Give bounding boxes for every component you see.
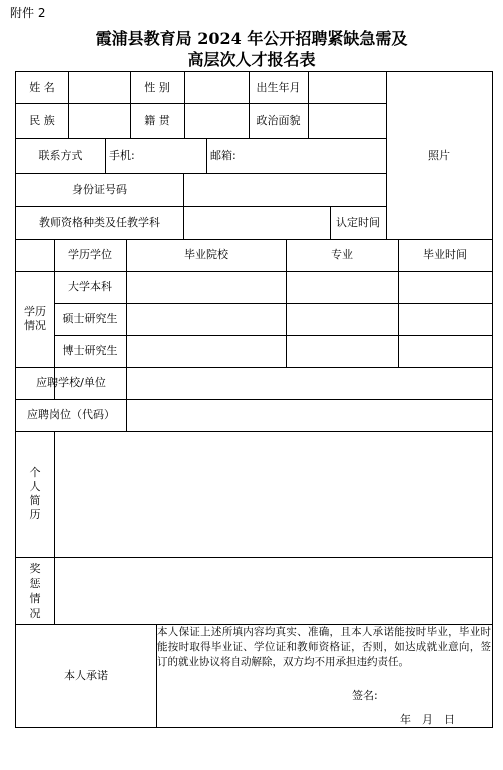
row-master: 硕士研究生 xyxy=(62,312,118,325)
row-doctor: 博士研究生 xyxy=(62,344,118,357)
grid-line xyxy=(126,367,127,431)
pledge-text: 本人保证上述所填内容均真实、准确，且本人承诺能按时毕业，毕业时能按时取得毕业证、学位证和教师资格证，否则，如达成就业意向，签订的就业协议将自动解除，双方均不用承担违约责任。 xyxy=(157,626,491,668)
row-bachelor: 大学本科 xyxy=(68,280,112,293)
grid-line xyxy=(16,431,492,432)
col-degree: 学历学位 xyxy=(68,248,112,261)
label-apply-school: 应聘学校/单位 xyxy=(36,376,106,389)
grid-line xyxy=(184,72,185,138)
grid-line xyxy=(308,72,309,138)
label-gender: 性 别 xyxy=(144,80,170,94)
label-pledge: 本人承诺 xyxy=(64,668,108,682)
label-id-number: 身份证号码 xyxy=(72,182,127,196)
label-apply-post: 应聘岗位（代码） xyxy=(27,408,115,421)
attachment-label: 附件 2 xyxy=(10,6,46,20)
label-awards: 奖 惩 情 况 xyxy=(29,561,41,620)
label-education: 学历 情况 xyxy=(24,305,46,332)
photo-box[interactable] xyxy=(386,72,492,239)
grid-line xyxy=(54,431,55,624)
signature-label: 签名: xyxy=(352,689,378,702)
col-major: 专业 xyxy=(331,248,353,261)
label-birth-date: 出生年月 xyxy=(256,80,301,94)
date-label: 年 月 日 xyxy=(400,713,455,726)
label-phone: 手机: xyxy=(109,148,135,162)
grid-line xyxy=(16,103,386,104)
grid-line xyxy=(16,557,492,558)
grid-line xyxy=(183,173,184,239)
form-title-line2: 高层次人才报名表 xyxy=(187,50,316,69)
col-school: 毕业院校 xyxy=(184,248,228,261)
grid-line xyxy=(68,72,69,138)
label-certification-time: 认定时间 xyxy=(336,215,380,229)
label-political-status: 政治面貌 xyxy=(256,113,301,127)
label-photo: 照片 xyxy=(428,148,450,162)
label-contact: 联系方式 xyxy=(38,148,83,162)
label-ethnicity: 民 族 xyxy=(29,113,55,127)
col-graduation-time: 毕业时间 xyxy=(423,248,467,261)
label-native-place: 籍 贯 xyxy=(144,113,170,127)
form-title-line1: 霞浦县教育局 2024 年公开招聘紧缺急需及 xyxy=(95,29,408,48)
label-teacher-certificate: 教师资格种类及任教学科 xyxy=(39,215,160,229)
label-name: 姓 名 xyxy=(29,80,55,94)
label-email: 邮箱: xyxy=(210,148,236,162)
label-resume: 个 人 简 历 xyxy=(29,466,41,521)
